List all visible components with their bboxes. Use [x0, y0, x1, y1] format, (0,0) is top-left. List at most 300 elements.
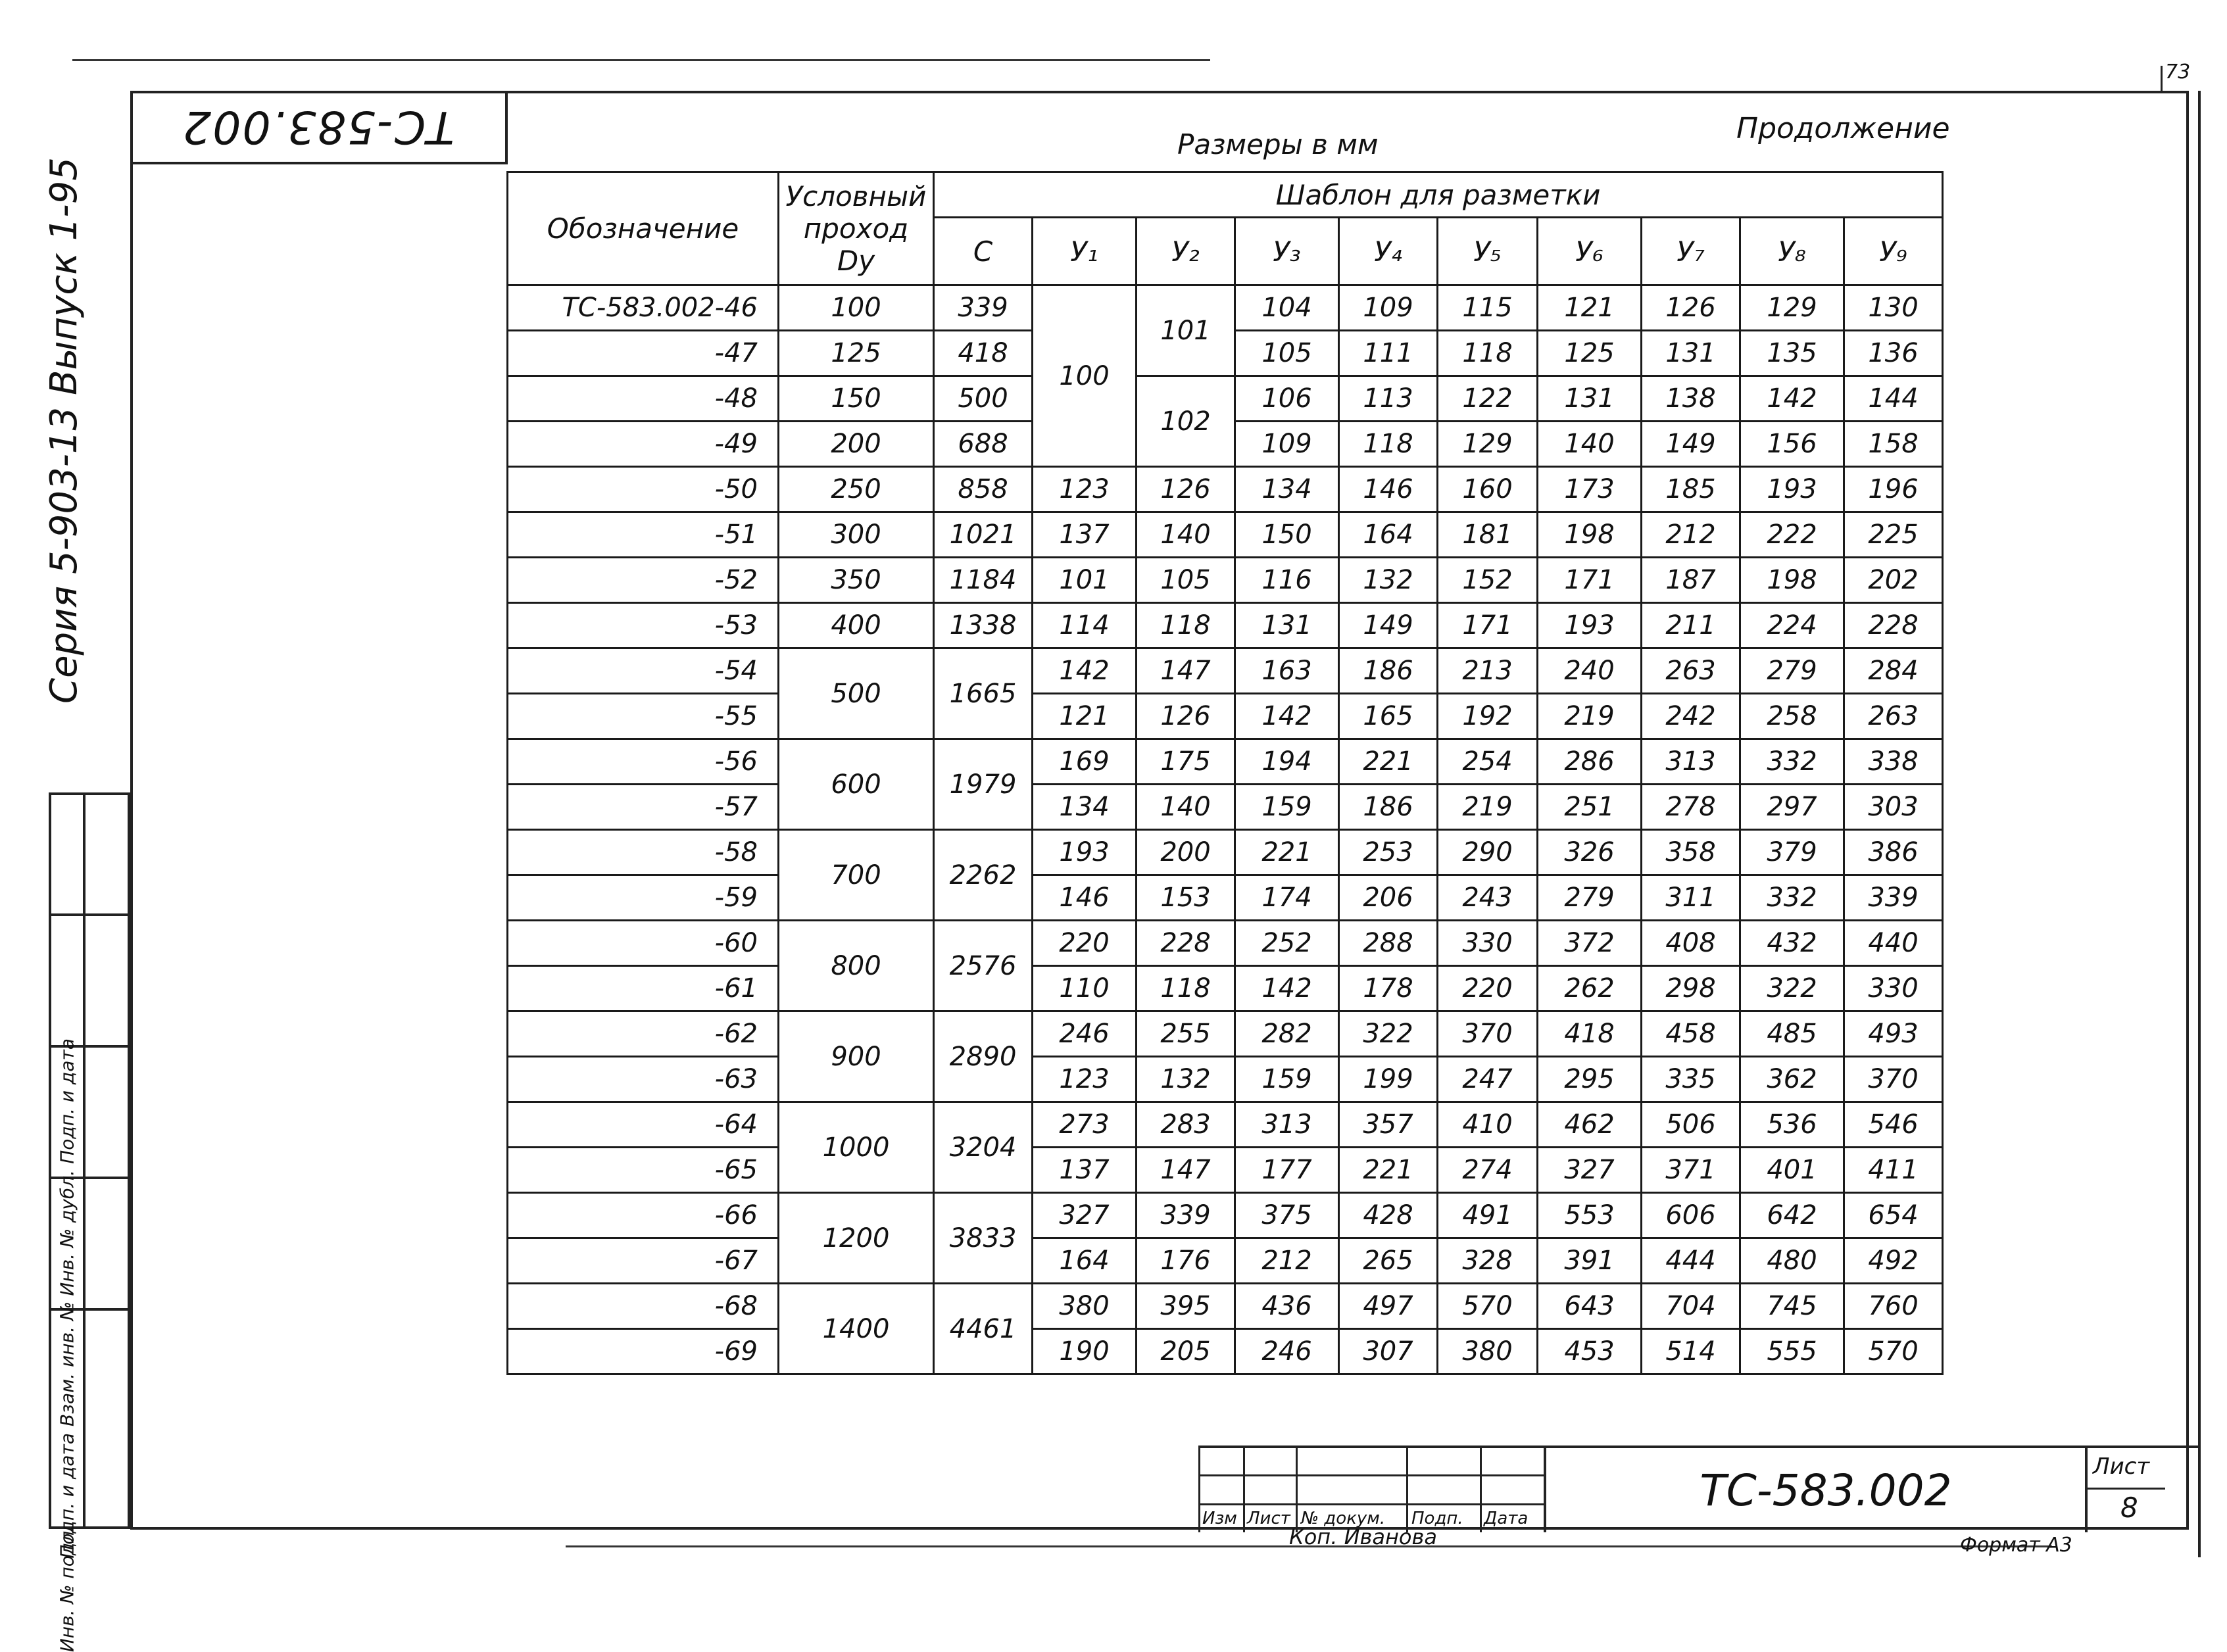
cell-y1: 101: [1033, 558, 1137, 603]
format-label: Формат А3: [1960, 1534, 2072, 1557]
stamp-label-sign2: Подп. и дата: [56, 1038, 78, 1164]
cell-y8: 555: [1740, 1329, 1844, 1374]
continuation-label: Продолжение: [1736, 112, 1950, 145]
cell-y5: 181: [1438, 512, 1538, 558]
cell-c: 858: [934, 467, 1033, 512]
cell-y3: 159: [1235, 1057, 1339, 1102]
cell-y9: 158: [1844, 422, 1943, 467]
cell-designation: -62: [508, 1011, 779, 1057]
cell-y5: 330: [1438, 921, 1538, 966]
tb-line: [1198, 1474, 1544, 1476]
page-number-tick: [2161, 66, 2163, 92]
cell-c: 1665: [934, 648, 1033, 739]
cell-y9: 330: [1844, 966, 1943, 1011]
cell-designation: -50: [508, 467, 779, 512]
cell-dy: 700: [779, 830, 934, 921]
cell-dy: 1400: [779, 1284, 934, 1374]
table-row: [508, 694, 1943, 739]
cell-y7: 313: [1642, 739, 1740, 785]
title-block-revisions: [1198, 1448, 1544, 1532]
cell-y4: 221: [1339, 1148, 1438, 1193]
cell-y8: 322: [1740, 966, 1844, 1011]
cell-y3: 142: [1235, 694, 1339, 739]
cell-y2: 395: [1137, 1284, 1235, 1329]
cell-y7: 263: [1642, 648, 1740, 694]
cell-y3: 212: [1235, 1238, 1339, 1284]
cell-y7: 358: [1642, 830, 1740, 875]
cell-y5: 290: [1438, 830, 1538, 875]
cell-y3: 163: [1235, 648, 1339, 694]
cell-y8: 332: [1740, 739, 1844, 785]
cell-designation: -61: [508, 966, 779, 1011]
cell-y8: 485: [1740, 1011, 1844, 1057]
cell-y2: 126: [1137, 694, 1235, 739]
cell-y1: 164: [1033, 1238, 1137, 1284]
cell-y3: 104: [1235, 285, 1339, 331]
cell-y2: 176: [1137, 1238, 1235, 1284]
tb-vline: [1480, 1448, 1482, 1532]
cell-c: 1184: [934, 558, 1033, 603]
cell-y5: 491: [1438, 1193, 1538, 1238]
table-row: [508, 285, 1943, 331]
cell-y7: 298: [1642, 966, 1740, 1011]
cell-y1: 169: [1033, 739, 1137, 785]
cell-y6: 125: [1538, 331, 1642, 376]
cell-y9: 654: [1844, 1193, 1943, 1238]
cell-y2: 283: [1137, 1102, 1235, 1148]
cell-y3: 159: [1235, 785, 1339, 830]
cell-y5: 370: [1438, 1011, 1538, 1057]
stamp-label-dubl: Инв. № дубл.: [56, 1170, 78, 1296]
cell-y7: 187: [1642, 558, 1740, 603]
copied-by: Коп. Иванова: [1289, 1524, 1437, 1549]
table-row: [508, 785, 1943, 830]
table-row: [508, 921, 1943, 966]
cell-y7: 311: [1642, 875, 1740, 921]
cell-c: 339: [934, 285, 1033, 331]
cell-c: 1021: [934, 512, 1033, 558]
cell-designation: -48: [508, 376, 779, 422]
cell-y5: 219: [1438, 785, 1538, 830]
cell-y9: 130: [1844, 285, 1943, 331]
cell-c: 4461: [934, 1284, 1033, 1374]
cell-y7: 335: [1642, 1057, 1740, 1102]
cell-y4: 165: [1339, 694, 1438, 739]
cell-y3: 436: [1235, 1284, 1339, 1329]
cell-y9: 284: [1844, 648, 1943, 694]
cell-c: 418: [934, 331, 1033, 376]
cell-y2: 147: [1137, 1148, 1235, 1193]
cell-y3: 174: [1235, 875, 1339, 921]
cell-y3: 142: [1235, 966, 1339, 1011]
cell-designation: ТС-583.002-46: [508, 285, 779, 331]
cell-y6: 462: [1538, 1102, 1642, 1148]
cell-y6: 643: [1538, 1284, 1642, 1329]
cell-y8: 379: [1740, 830, 1844, 875]
header-dy-line1: Условный: [785, 180, 927, 212]
table-row: [508, 603, 1943, 648]
cell-y6: 240: [1538, 648, 1642, 694]
cell-c: 2890: [934, 1011, 1033, 1102]
cell-y1: 146: [1033, 875, 1137, 921]
table-row: [508, 1193, 1943, 1238]
cell-y6: 286: [1538, 739, 1642, 785]
cell-y7: 138: [1642, 376, 1740, 422]
sheet-label: Лист: [2093, 1453, 2150, 1480]
doc-code-box: [130, 91, 508, 164]
tb-vline: [1406, 1448, 1408, 1532]
header-designation: Обозначение: [508, 172, 779, 285]
cell-y4: 186: [1339, 785, 1438, 830]
header-y6: У₆: [1538, 218, 1642, 285]
cell-y4: 146: [1339, 467, 1438, 512]
cell-y3: 194: [1235, 739, 1339, 785]
frame-right-edge: [2198, 91, 2201, 1557]
cell-y1: 327: [1033, 1193, 1137, 1238]
cell-designation: -64: [508, 1102, 779, 1148]
cell-y3: 150: [1235, 512, 1339, 558]
cell-y6: 418: [1538, 1011, 1642, 1057]
stamp-label-inv: Инв. № подл.: [56, 1525, 78, 1652]
header-y4: У₄: [1339, 218, 1438, 285]
cell-y3: 313: [1235, 1102, 1339, 1148]
table-row: [508, 1329, 1943, 1374]
cell-y9: 228: [1844, 603, 1943, 648]
cell-y3: 177: [1235, 1148, 1339, 1193]
cell-y8: 129: [1740, 285, 1844, 331]
cell-y6: 173: [1538, 467, 1642, 512]
cell-y5: 254: [1438, 739, 1538, 785]
cell-dy: 300: [779, 512, 934, 558]
cell-y1: 123: [1033, 467, 1137, 512]
cell-y9: 492: [1844, 1238, 1943, 1284]
cell-y2: 228: [1137, 921, 1235, 966]
cell-dy: 200: [779, 422, 934, 467]
cell-dy: 350: [779, 558, 934, 603]
cell-designation: -63: [508, 1057, 779, 1102]
cell-y2: 140: [1137, 785, 1235, 830]
cell-y5: 220: [1438, 966, 1538, 1011]
cell-designation: -65: [508, 1148, 779, 1193]
header-y9: У₉: [1844, 218, 1943, 285]
cell-dy: 100: [779, 285, 934, 331]
header-y8: У₈: [1740, 218, 1844, 285]
cell-y2: 140: [1137, 512, 1235, 558]
cell-y6: 295: [1538, 1057, 1642, 1102]
cell-c: 3204: [934, 1102, 1033, 1193]
cell-y5: 243: [1438, 875, 1538, 921]
page-number: 73: [2165, 61, 2191, 84]
cell-y5: 380: [1438, 1329, 1538, 1374]
cell-y1: 123: [1033, 1057, 1137, 1102]
sheet-number: 8: [2120, 1492, 2138, 1524]
table-row: [508, 1148, 1943, 1193]
tb-vline: [1198, 1448, 1200, 1532]
cell-designation: -49: [508, 422, 779, 467]
cell-y5: 410: [1438, 1102, 1538, 1148]
cell-y4: 149: [1339, 603, 1438, 648]
cell-y4: 322: [1339, 1011, 1438, 1057]
cell-dy: 1000: [779, 1102, 934, 1193]
cell-y7: 131: [1642, 331, 1740, 376]
cell-y5: 152: [1438, 558, 1538, 603]
header-y5: У₅: [1438, 218, 1538, 285]
cell-y8: 332: [1740, 875, 1844, 921]
cell-y1: 137: [1033, 1148, 1137, 1193]
cell-y6: 326: [1538, 830, 1642, 875]
cell-y4: 221: [1339, 739, 1438, 785]
tb-label-list: Лист: [1247, 1509, 1290, 1528]
stamp-strip-divider: [83, 795, 86, 1526]
cell-c: 2576: [934, 921, 1033, 1011]
cell-c: 1338: [934, 603, 1033, 648]
cell-y3: 116: [1235, 558, 1339, 603]
cell-y4: 428: [1339, 1193, 1438, 1238]
cell-y7: 506: [1642, 1102, 1740, 1148]
cell-designation: -60: [508, 921, 779, 966]
cell-y7: 371: [1642, 1148, 1740, 1193]
series-label: Серия 5-903-13 Выпуск 1-95: [43, 157, 86, 704]
table-row: [508, 966, 1943, 1011]
cell-designation: -47: [508, 331, 779, 376]
cell-y8: 642: [1740, 1193, 1844, 1238]
cell-y3: 109: [1235, 422, 1339, 467]
cell-y4: 109: [1339, 285, 1438, 331]
cell-y6: 372: [1538, 921, 1642, 966]
cell-y1: 121: [1033, 694, 1137, 739]
header-dy-line3: Dу: [837, 245, 875, 277]
cell-y1: 137: [1033, 512, 1137, 558]
title-block-sheet: [2085, 1448, 2165, 1532]
cell-y5: 171: [1438, 603, 1538, 648]
cell-dy: 800: [779, 921, 934, 1011]
table-row: [508, 830, 1943, 875]
cell-y4: 118: [1339, 422, 1438, 467]
cell-y7: 458: [1642, 1011, 1740, 1057]
cell-y7: 408: [1642, 921, 1740, 966]
cell-y1: 220: [1033, 921, 1137, 966]
cell-y7: 444: [1642, 1238, 1740, 1284]
cell-y6: 193: [1538, 603, 1642, 648]
cell-y2: 255: [1137, 1011, 1235, 1057]
cell-y6: 131: [1538, 376, 1642, 422]
cell-y3: 221: [1235, 830, 1339, 875]
cell-y6: 171: [1538, 558, 1642, 603]
dimensions-table: [506, 171, 1944, 1375]
cell-y4: 497: [1339, 1284, 1438, 1329]
cell-c: 2262: [934, 830, 1033, 921]
top-rule: [72, 59, 1210, 61]
cell-y9: 386: [1844, 830, 1943, 875]
header-y2: У₂: [1137, 218, 1235, 285]
title-block: [1198, 1446, 2198, 1532]
cell-designation: -51: [508, 512, 779, 558]
cell-y9: 136: [1844, 331, 1943, 376]
cell-y9: 760: [1844, 1284, 1943, 1329]
cell-designation: -57: [508, 785, 779, 830]
stamp-line: [51, 913, 133, 916]
cell-y4: 178: [1339, 966, 1438, 1011]
cell-y3: 134: [1235, 467, 1339, 512]
cell-designation: -54: [508, 648, 779, 694]
cell-y4: 265: [1339, 1238, 1438, 1284]
cell-designation: -53: [508, 603, 779, 648]
cell-y2: 132: [1137, 1057, 1235, 1102]
cell-y8: 536: [1740, 1102, 1844, 1148]
cell-y2: 147: [1137, 648, 1235, 694]
cell-y6: 140: [1538, 422, 1642, 467]
cell-y9: 225: [1844, 512, 1943, 558]
cell-y2: 175: [1137, 739, 1235, 785]
table-row: [508, 376, 1943, 422]
cell-y9: 411: [1844, 1148, 1943, 1193]
cell-y9: 144: [1844, 376, 1943, 422]
cell-y2: 102: [1137, 376, 1235, 467]
cell-y1: 114: [1033, 603, 1137, 648]
cell-designation: -55: [508, 694, 779, 739]
cell-y1: 134: [1033, 785, 1137, 830]
cell-y3: 252: [1235, 921, 1339, 966]
cell-y8: 258: [1740, 694, 1844, 739]
cell-y7: 211: [1642, 603, 1740, 648]
cell-y3: 246: [1235, 1329, 1339, 1374]
cell-designation: -56: [508, 739, 779, 785]
cell-y2: 101: [1137, 285, 1235, 376]
cell-y8: 142: [1740, 376, 1844, 422]
cell-y1: 193: [1033, 830, 1137, 875]
cell-y8: 432: [1740, 921, 1844, 966]
header-dy: [779, 172, 934, 285]
cell-y6: 453: [1538, 1329, 1642, 1374]
table-row: [508, 558, 1943, 603]
cell-y5: 118: [1438, 331, 1538, 376]
cell-y1: 380: [1033, 1284, 1137, 1329]
cell-y1: 100: [1033, 285, 1137, 467]
cell-y8: 222: [1740, 512, 1844, 558]
cell-y8: 224: [1740, 603, 1844, 648]
cell-y1: 110: [1033, 966, 1137, 1011]
sheet-divider: [2088, 1488, 2165, 1490]
cell-y7: 514: [1642, 1329, 1740, 1374]
cell-y8: 297: [1740, 785, 1844, 830]
cell-designation: -69: [508, 1329, 779, 1374]
cell-y1: 142: [1033, 648, 1137, 694]
table-body: [508, 285, 1943, 1374]
cell-designation: -67: [508, 1238, 779, 1284]
cell-y8: 745: [1740, 1284, 1844, 1329]
cell-dy: 400: [779, 603, 934, 648]
cell-dy: 900: [779, 1011, 934, 1102]
tb-label-doc: № докум.: [1301, 1509, 1386, 1528]
cell-y6: 219: [1538, 694, 1642, 739]
cell-y4: 186: [1339, 648, 1438, 694]
title-block-code: ТС-583.002: [1544, 1448, 2105, 1532]
header-template: Шаблон для разметки: [934, 172, 1943, 218]
cell-y9: 339: [1844, 875, 1943, 921]
cell-y5: 247: [1438, 1057, 1538, 1102]
header-dy-line2: проход: [803, 212, 909, 245]
cell-y3: 375: [1235, 1193, 1339, 1238]
cell-y4: 164: [1339, 512, 1438, 558]
cell-dy: 150: [779, 376, 934, 422]
cell-y4: 113: [1339, 376, 1438, 422]
cell-y2: 200: [1137, 830, 1235, 875]
cell-y5: 328: [1438, 1238, 1538, 1284]
cell-y6: 391: [1538, 1238, 1642, 1284]
cell-designation: -59: [508, 875, 779, 921]
cell-y2: 153: [1137, 875, 1235, 921]
table-row: [508, 648, 1943, 694]
sizes-label: Размеры в мм: [1177, 128, 1379, 160]
cell-y5: 122: [1438, 376, 1538, 422]
cell-y4: 199: [1339, 1057, 1438, 1102]
cell-y4: 307: [1339, 1329, 1438, 1374]
cell-y4: 206: [1339, 875, 1438, 921]
tb-label-date: Дата: [1484, 1509, 1529, 1528]
header-y1: У₁: [1033, 218, 1137, 285]
stamp-label-vzam: Взам. инв. №: [56, 1301, 78, 1427]
cell-y3: 106: [1235, 376, 1339, 422]
cell-y9: 493: [1844, 1011, 1943, 1057]
table-row: [508, 1238, 1943, 1284]
cell-y5: 570: [1438, 1284, 1538, 1329]
cell-designation: -66: [508, 1193, 779, 1238]
cell-y8: 279: [1740, 648, 1844, 694]
cell-y9: 303: [1844, 785, 1943, 830]
cell-y3: 131: [1235, 603, 1339, 648]
cell-y5: 160: [1438, 467, 1538, 512]
cell-y5: 129: [1438, 422, 1538, 467]
cell-y9: 263: [1844, 694, 1943, 739]
cell-y5: 274: [1438, 1148, 1538, 1193]
cell-y4: 111: [1339, 331, 1438, 376]
cell-y6: 553: [1538, 1193, 1642, 1238]
cell-y9: 546: [1844, 1102, 1943, 1148]
cell-y7: 212: [1642, 512, 1740, 558]
cell-y2: 105: [1137, 558, 1235, 603]
table-row: [508, 1057, 1943, 1102]
cell-y7: 185: [1642, 467, 1740, 512]
cell-y9: 338: [1844, 739, 1943, 785]
cell-y7: 149: [1642, 422, 1740, 467]
cell-y2: 205: [1137, 1329, 1235, 1374]
header-y3: У₃: [1235, 218, 1339, 285]
cell-y6: 121: [1538, 285, 1642, 331]
stamp-strip: [49, 792, 130, 1652]
cell-y5: 213: [1438, 648, 1538, 694]
cell-y9: 570: [1844, 1329, 1943, 1374]
cell-y1: 273: [1033, 1102, 1137, 1148]
cell-y4: 132: [1339, 558, 1438, 603]
cell-dy: 1200: [779, 1193, 934, 1284]
header-c: С: [934, 218, 1033, 285]
cell-y4: 288: [1339, 921, 1438, 966]
cell-y8: 198: [1740, 558, 1844, 603]
cell-y6: 251: [1538, 785, 1642, 830]
doc-code-top: ТС-583.002: [181, 100, 454, 153]
cell-y2: 339: [1137, 1193, 1235, 1238]
table-row: [508, 1102, 1943, 1148]
cell-dy: 250: [779, 467, 934, 512]
cell-dy: 125: [779, 331, 934, 376]
cell-y1: 246: [1033, 1011, 1137, 1057]
cell-y8: 401: [1740, 1148, 1844, 1193]
cell-designation: -52: [508, 558, 779, 603]
cell-c: 1979: [934, 739, 1033, 830]
tb-line: [1198, 1503, 1544, 1505]
cell-c: 688: [934, 422, 1033, 467]
table-row: [508, 1011, 1943, 1057]
